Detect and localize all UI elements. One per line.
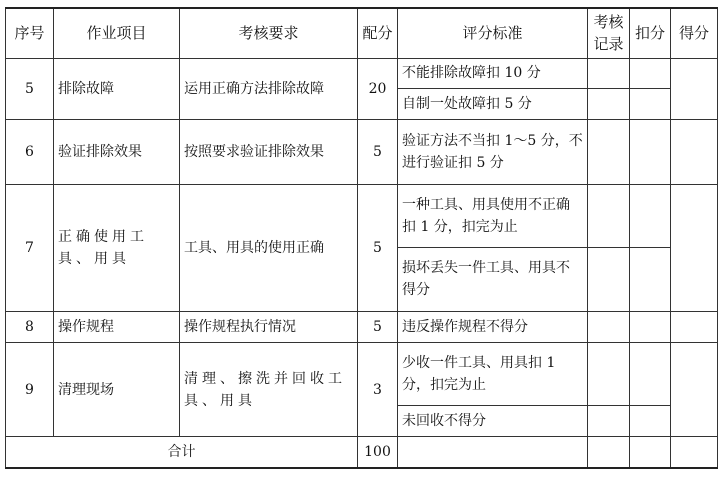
- row-standard: 一种工具、用具使用不正确扣 1 分，扣完为止: [398, 185, 588, 248]
- row-requirement: 操作规程执行情况: [180, 311, 358, 342]
- record-cell[interactable]: [588, 58, 630, 88]
- row-score: 3: [358, 343, 398, 437]
- obtained-cell[interactable]: [671, 311, 718, 342]
- row-requirement: 清理、擦洗并回收工具、用具: [180, 343, 358, 437]
- row-seq: 7: [6, 185, 54, 311]
- row-seq: 6: [6, 120, 54, 185]
- row-score: 5: [358, 120, 398, 185]
- header-seq: 序号: [6, 8, 54, 58]
- total-deduct-cell[interactable]: [630, 437, 671, 468]
- header-obtained: 得分: [671, 8, 718, 58]
- row-score: 5: [358, 311, 398, 342]
- row-requirement: 按照要求验证排除效果: [180, 120, 358, 185]
- header-score: 配分: [358, 8, 398, 58]
- row-standard: 未回收不得分: [398, 405, 588, 436]
- table-row: [6, 343, 718, 406]
- record-cell[interactable]: [588, 185, 630, 248]
- row-standard: 少收一件工具、用具扣 1 分，扣完为止: [398, 343, 588, 406]
- deduct-cell[interactable]: [630, 58, 671, 88]
- deduct-cell[interactable]: [630, 405, 671, 436]
- record-cell[interactable]: [588, 311, 630, 342]
- scoring-table: [5, 7, 718, 469]
- row-standard: 不能排除故障扣 10 分: [398, 58, 588, 88]
- total-obtained-cell[interactable]: [671, 437, 718, 468]
- row-requirement: 运用正确方法排除故障: [180, 58, 358, 120]
- row-item: 排除故障: [54, 58, 180, 120]
- obtained-cell[interactable]: [671, 120, 718, 185]
- total-standard-cell: [398, 437, 588, 468]
- row-seq: 9: [6, 343, 54, 437]
- row-standard: 违反操作规程不得分: [398, 311, 588, 342]
- header-deduct: 扣分: [630, 8, 671, 58]
- table-row: [6, 120, 718, 185]
- row-item: 清理现场: [54, 343, 180, 437]
- deduct-cell[interactable]: [630, 247, 671, 311]
- obtained-cell[interactable]: [671, 343, 718, 437]
- header-requirement: 考核要求: [180, 8, 358, 58]
- row-seq: 5: [6, 58, 54, 120]
- row-item: 正确使用工具、用具: [54, 185, 180, 311]
- total-label: 合计: [6, 437, 358, 468]
- header-standard: 评分标准: [398, 8, 588, 58]
- record-cell[interactable]: [588, 405, 630, 436]
- row-requirement: 工具、用具的使用正确: [180, 185, 358, 311]
- row-item: 操作规程: [54, 311, 180, 342]
- header-item: 作业项目: [54, 8, 180, 58]
- record-cell[interactable]: [588, 343, 630, 406]
- deduct-cell[interactable]: [630, 185, 671, 248]
- record-cell[interactable]: [588, 247, 630, 311]
- header-row: [6, 8, 718, 58]
- record-cell[interactable]: [588, 88, 630, 119]
- header-record-line1: 考核: [593, 13, 624, 32]
- deduct-cell[interactable]: [630, 120, 671, 185]
- row-standard: 验证方法不当扣 1～5 分，不进行验证扣 5 分: [398, 120, 588, 185]
- table-row: [6, 185, 718, 248]
- header-record-line2: 记录: [593, 35, 624, 54]
- total-score: 100: [358, 437, 398, 468]
- row-standard: 自制一处故障扣 5 分: [398, 88, 588, 119]
- row-standard: 损坏丢失一件工具、用具不得分: [398, 247, 588, 311]
- row-score: 5: [358, 185, 398, 311]
- total-record-cell[interactable]: [588, 437, 630, 468]
- row-seq: 8: [6, 311, 54, 342]
- row-score: 20: [358, 58, 398, 120]
- table-row: [6, 311, 718, 342]
- obtained-cell[interactable]: [671, 58, 718, 120]
- deduct-cell[interactable]: [630, 88, 671, 119]
- deduct-cell[interactable]: [630, 311, 671, 342]
- row-item: 验证排除效果: [54, 120, 180, 185]
- deduct-cell[interactable]: [630, 343, 671, 406]
- header-record: [588, 8, 630, 58]
- total-row: [6, 437, 718, 468]
- table-row: [6, 58, 718, 88]
- record-cell[interactable]: [588, 120, 630, 185]
- obtained-cell[interactable]: [671, 185, 718, 311]
